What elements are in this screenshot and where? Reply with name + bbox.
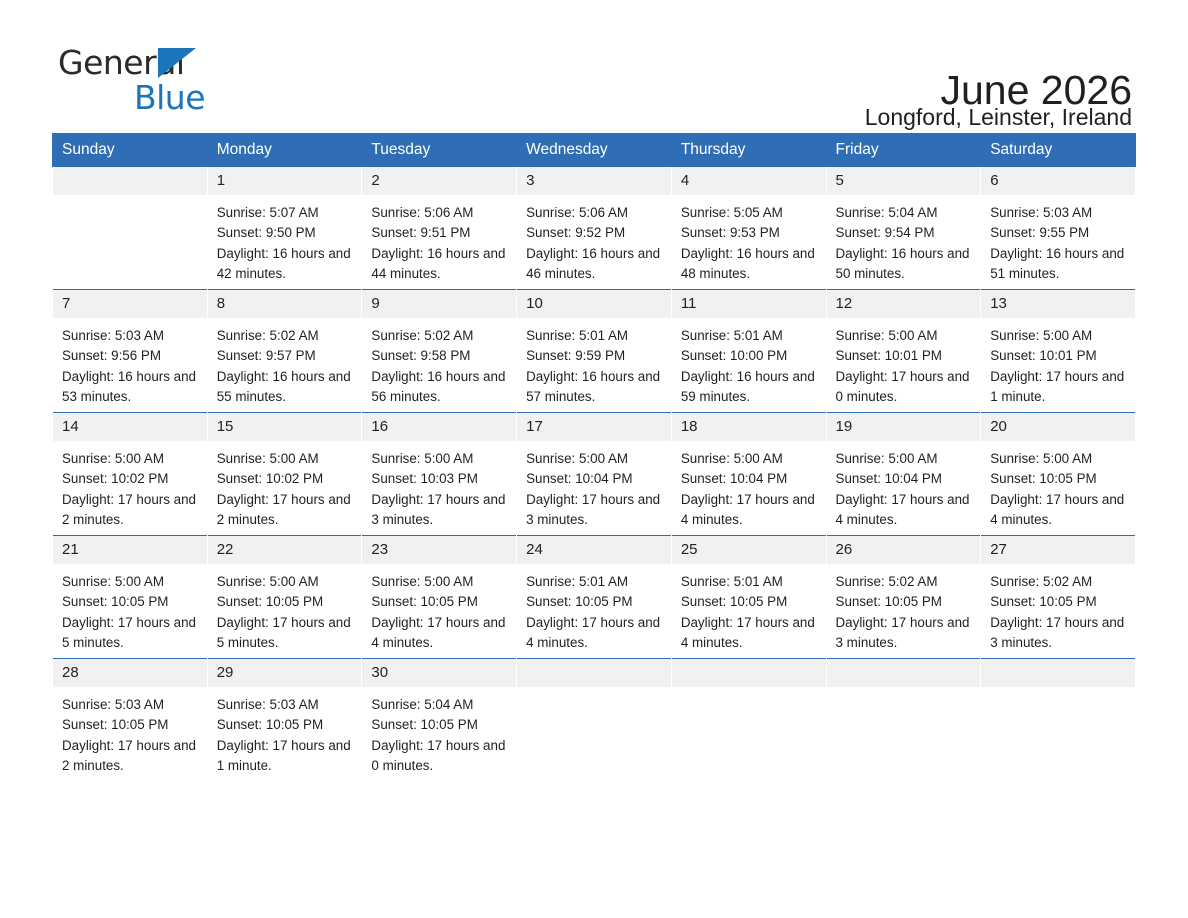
- sunrise-text: Sunrise: 5:00 AM: [835, 328, 938, 343]
- sunrise-text: Sunrise: 5:00 AM: [680, 451, 783, 466]
- day-number: [672, 659, 826, 687]
- calendar-empty-cell: [826, 659, 981, 782]
- day-details: [672, 318, 826, 408]
- day-number: 16: [362, 413, 516, 441]
- day-number: [53, 167, 207, 195]
- daylight-text: Daylight: 16 hours and 42 minutes.: [216, 245, 351, 282]
- daylight-text: Daylight: 17 hours and 3 minutes.: [526, 491, 661, 528]
- calendar-day-cell[interactable]: [517, 167, 672, 290]
- sunrise-text: Sunrise: 5:00 AM: [835, 451, 938, 466]
- calendar-day-cell[interactable]: [826, 536, 981, 659]
- sunrise-text: Sunrise: 5:00 AM: [371, 451, 474, 466]
- sunrise-text: Sunrise: 5:04 AM: [371, 697, 474, 712]
- day-details: [981, 441, 1135, 531]
- sunset-text: Sunset: 10:05 PM: [62, 594, 169, 610]
- calendar-day-cell[interactable]: [826, 290, 981, 413]
- daylight-text: Daylight: 17 hours and 4 minutes.: [526, 614, 661, 651]
- day-number: 7: [53, 290, 207, 318]
- daylight-text: Daylight: 17 hours and 4 minutes.: [835, 491, 970, 528]
- day-details: [672, 564, 826, 654]
- day-number: 22: [208, 536, 362, 564]
- sunset-text: Sunset: 9:53 PM: [680, 225, 780, 241]
- sunset-text: Sunset: 10:01 PM: [990, 348, 1097, 364]
- sunrise-text: Sunrise: 5:02 AM: [216, 328, 319, 343]
- daylight-text: Daylight: 17 hours and 3 minutes.: [990, 614, 1125, 651]
- calendar-day-cell[interactable]: [53, 290, 208, 413]
- calendar-week-row: [53, 167, 1136, 290]
- daylight-text: Daylight: 16 hours and 53 minutes.: [62, 368, 196, 405]
- day-number: 30: [362, 659, 516, 687]
- day-details: [53, 687, 207, 777]
- weekday-header-saturday: Saturday: [981, 134, 1136, 167]
- calendar-week-row: [53, 290, 1136, 413]
- calendar-body: [53, 167, 1136, 782]
- calendar-empty-cell: [671, 659, 826, 782]
- sunset-text: Sunset: 10:05 PM: [680, 594, 788, 610]
- daylight-text: Daylight: 17 hours and 4 minutes.: [680, 491, 815, 528]
- daylight-text: Daylight: 16 hours and 59 minutes.: [680, 368, 815, 405]
- day-details: [827, 195, 981, 285]
- day-number: 2: [362, 167, 516, 195]
- sunset-text: Sunset: 10:05 PM: [62, 717, 169, 733]
- sunset-text: Sunset: 10:05 PM: [990, 594, 1097, 610]
- sunrise-text: Sunrise: 5:05 AM: [680, 205, 783, 220]
- sunset-text: Sunset: 10:02 PM: [62, 471, 169, 487]
- sunset-text: Sunset: 10:05 PM: [371, 594, 478, 610]
- calendar-day-cell[interactable]: [981, 536, 1136, 659]
- day-number: 10: [517, 290, 671, 318]
- sunrise-text: Sunrise: 5:03 AM: [62, 328, 164, 343]
- logo-text-general: General: [58, 43, 185, 82]
- day-number: 12: [827, 290, 981, 318]
- sunset-text: Sunset: 10:03 PM: [371, 471, 478, 487]
- weekday-header-row: [53, 134, 1136, 167]
- sunset-text: Sunset: 10:05 PM: [216, 717, 324, 733]
- calendar-day-cell[interactable]: [826, 413, 981, 536]
- day-number: 20: [981, 413, 1135, 441]
- day-number: 3: [517, 167, 671, 195]
- daylight-text: Daylight: 16 hours and 50 minutes.: [835, 245, 970, 282]
- day-details: [672, 441, 826, 531]
- daylight-text: Daylight: 17 hours and 5 minutes.: [62, 614, 196, 651]
- daylight-text: Daylight: 17 hours and 2 minutes.: [216, 491, 351, 528]
- page-header: [52, 0, 1136, 130]
- day-number: [517, 659, 671, 687]
- day-number: 1: [208, 167, 362, 195]
- sunrise-text: Sunrise: 5:06 AM: [526, 205, 629, 220]
- sunset-text: Sunset: 10:01 PM: [835, 348, 942, 364]
- calendar-day-cell[interactable]: [362, 659, 517, 782]
- sunrise-text: Sunrise: 5:00 AM: [990, 328, 1093, 343]
- sunset-text: Sunset: 9:55 PM: [990, 225, 1090, 241]
- location-subtitle: Longford, Leinster, Ireland: [864, 104, 1132, 130]
- day-number: 25: [672, 536, 826, 564]
- calendar-day-cell[interactable]: [981, 290, 1136, 413]
- day-details: [362, 318, 516, 408]
- day-number: 17: [517, 413, 671, 441]
- sunset-text: Sunset: 10:04 PM: [835, 471, 942, 487]
- day-number: 18: [672, 413, 826, 441]
- daylight-text: Daylight: 17 hours and 2 minutes.: [62, 491, 196, 528]
- day-number: [981, 659, 1135, 687]
- daylight-text: Daylight: 17 hours and 5 minutes.: [216, 614, 351, 651]
- page-title: June 2026: [940, 67, 1132, 114]
- day-details: [981, 318, 1135, 408]
- logo-text-blue: Blue: [134, 78, 206, 117]
- sunrise-text: Sunrise: 5:07 AM: [216, 205, 319, 220]
- sunrise-text: Sunrise: 5:00 AM: [990, 451, 1093, 466]
- day-details: [362, 687, 516, 777]
- daylight-text: Daylight: 17 hours and 4 minutes.: [680, 614, 815, 651]
- sunset-text: Sunset: 10:05 PM: [835, 594, 942, 610]
- sunset-text: Sunset: 10:05 PM: [371, 717, 478, 733]
- sunset-text: Sunset: 9:57 PM: [216, 348, 316, 364]
- calendar-day-cell[interactable]: [517, 413, 672, 536]
- weekday-header-sunday: Sunday: [53, 134, 208, 167]
- day-details: [362, 441, 516, 531]
- day-number: 27: [981, 536, 1135, 564]
- day-number: 24: [517, 536, 671, 564]
- sunset-text: Sunset: 10:00 PM: [680, 348, 788, 364]
- calendar-day-cell[interactable]: [517, 536, 672, 659]
- calendar-day-cell[interactable]: [207, 167, 362, 290]
- calendar-week-row: [53, 536, 1136, 659]
- weekday-header-thursday: Thursday: [671, 134, 826, 167]
- daylight-text: Daylight: 16 hours and 51 minutes.: [990, 245, 1125, 282]
- day-number: 4: [672, 167, 826, 195]
- day-details: [517, 441, 671, 531]
- sunset-text: Sunset: 10:05 PM: [216, 594, 324, 610]
- sunrise-text: Sunrise: 5:04 AM: [835, 205, 938, 220]
- calendar-day-cell[interactable]: [671, 536, 826, 659]
- daylight-text: Daylight: 17 hours and 4 minutes.: [371, 614, 506, 651]
- daylight-text: Daylight: 17 hours and 0 minutes.: [835, 368, 970, 405]
- day-details: [362, 564, 516, 654]
- sunrise-text: Sunrise: 5:03 AM: [62, 697, 164, 712]
- day-number: 11: [672, 290, 826, 318]
- calendar-empty-cell: [53, 167, 208, 290]
- day-number: [827, 659, 981, 687]
- calendar-empty-cell: [517, 659, 672, 782]
- daylight-text: Daylight: 17 hours and 1 minute.: [216, 737, 351, 774]
- sunrise-text: Sunrise: 5:06 AM: [371, 205, 474, 220]
- sunrise-text: Sunrise: 5:01 AM: [680, 328, 783, 343]
- sunrise-text: Sunrise: 5:00 AM: [216, 451, 319, 466]
- daylight-text: Daylight: 17 hours and 1 minute.: [990, 368, 1125, 405]
- calendar-day-cell[interactable]: [671, 167, 826, 290]
- day-details: [208, 318, 362, 408]
- generalblue-logo: [58, 43, 206, 117]
- calendar-day-cell[interactable]: [207, 536, 362, 659]
- day-number: 13: [981, 290, 1135, 318]
- sunset-text: Sunset: 9:51 PM: [371, 225, 471, 241]
- day-number: 28: [53, 659, 207, 687]
- day-number: 29: [208, 659, 362, 687]
- day-details: [208, 687, 362, 777]
- day-details: [208, 441, 362, 531]
- sunrise-text: Sunrise: 5:01 AM: [680, 574, 783, 589]
- sunrise-text: Sunrise: 5:00 AM: [216, 574, 319, 589]
- logo-triangle-icon: [158, 48, 196, 78]
- day-details: [981, 195, 1135, 285]
- sunrise-text: Sunrise: 5:03 AM: [216, 697, 319, 712]
- calendar-empty-cell: [981, 659, 1136, 782]
- calendar-day-cell[interactable]: [207, 659, 362, 782]
- weekday-header-friday: Friday: [826, 134, 981, 167]
- calendar-day-cell[interactable]: [981, 413, 1136, 536]
- day-details: [672, 195, 826, 285]
- weekday-header-monday: Monday: [207, 134, 362, 167]
- calendar-day-cell[interactable]: [362, 536, 517, 659]
- sunrise-text: Sunrise: 5:00 AM: [62, 451, 164, 466]
- sunset-text: Sunset: 9:56 PM: [62, 348, 161, 364]
- calendar-day-cell[interactable]: [362, 413, 517, 536]
- day-details: [53, 441, 207, 531]
- calendar-week-row: [53, 413, 1136, 536]
- sunrise-text: Sunrise: 5:00 AM: [371, 574, 474, 589]
- calendar-day-cell[interactable]: [207, 413, 362, 536]
- day-number: 8: [208, 290, 362, 318]
- day-details: [517, 564, 671, 654]
- calendar-day-cell[interactable]: [362, 290, 517, 413]
- calendar-day-cell[interactable]: [671, 290, 826, 413]
- sunrise-text: Sunrise: 5:03 AM: [990, 205, 1093, 220]
- daylight-text: Daylight: 16 hours and 55 minutes.: [216, 368, 351, 405]
- daylight-text: Daylight: 17 hours and 2 minutes.: [62, 737, 196, 774]
- daylight-text: Daylight: 17 hours and 4 minutes.: [990, 491, 1125, 528]
- sunset-text: Sunset: 9:50 PM: [216, 225, 316, 241]
- calendar-day-cell[interactable]: [53, 536, 208, 659]
- day-number: 15: [208, 413, 362, 441]
- day-details: [517, 195, 671, 285]
- weekday-header-wednesday: Wednesday: [517, 134, 672, 167]
- daylight-text: Daylight: 16 hours and 44 minutes.: [371, 245, 506, 282]
- day-number: 6: [981, 167, 1135, 195]
- sunset-text: Sunset: 9:52 PM: [526, 225, 626, 241]
- sunset-text: Sunset: 9:54 PM: [835, 225, 935, 241]
- calendar-day-cell[interactable]: [671, 413, 826, 536]
- sunrise-text: Sunrise: 5:01 AM: [526, 574, 629, 589]
- sunset-text: Sunset: 10:05 PM: [526, 594, 633, 610]
- day-details: [827, 564, 981, 654]
- daylight-text: Daylight: 16 hours and 48 minutes.: [680, 245, 815, 282]
- sunrise-text: Sunrise: 5:00 AM: [526, 451, 629, 466]
- day-number: 5: [827, 167, 981, 195]
- day-number: 23: [362, 536, 516, 564]
- calendar-day-cell[interactable]: [362, 167, 517, 290]
- daylight-text: Daylight: 17 hours and 3 minutes.: [371, 491, 506, 528]
- day-details: [362, 195, 516, 285]
- sunrise-text: Sunrise: 5:02 AM: [835, 574, 938, 589]
- day-details: [827, 441, 981, 531]
- daylight-text: Daylight: 16 hours and 46 minutes.: [526, 245, 661, 282]
- sunrise-text: Sunrise: 5:02 AM: [371, 328, 474, 343]
- sunset-text: Sunset: 10:02 PM: [216, 471, 324, 487]
- daylight-text: Daylight: 16 hours and 57 minutes.: [526, 368, 661, 405]
- calendar-week-row: [53, 659, 1136, 782]
- daylight-text: Daylight: 16 hours and 56 minutes.: [371, 368, 506, 405]
- day-details: [827, 318, 981, 408]
- day-details: [208, 564, 362, 654]
- day-number: 9: [362, 290, 516, 318]
- sunset-text: Sunset: 10:04 PM: [526, 471, 633, 487]
- month-calendar: [52, 133, 1136, 781]
- calendar-day-cell[interactable]: [53, 659, 208, 782]
- sunrise-text: Sunrise: 5:00 AM: [62, 574, 164, 589]
- calendar-day-cell[interactable]: [826, 167, 981, 290]
- daylight-text: Daylight: 17 hours and 0 minutes.: [371, 737, 506, 774]
- calendar-day-cell[interactable]: [517, 290, 672, 413]
- sunrise-text: Sunrise: 5:01 AM: [526, 328, 629, 343]
- day-details: [208, 195, 362, 285]
- day-number: 14: [53, 413, 207, 441]
- day-details: [981, 564, 1135, 654]
- weekday-header-tuesday: Tuesday: [362, 134, 517, 167]
- sunrise-text: Sunrise: 5:02 AM: [990, 574, 1093, 589]
- sunset-text: Sunset: 10:05 PM: [990, 471, 1097, 487]
- day-number: 19: [827, 413, 981, 441]
- day-number: 21: [53, 536, 207, 564]
- day-details: [53, 564, 207, 654]
- day-details: [53, 318, 207, 408]
- daylight-text: Daylight: 17 hours and 3 minutes.: [835, 614, 970, 651]
- sunset-text: Sunset: 10:04 PM: [680, 471, 788, 487]
- sunset-text: Sunset: 9:59 PM: [526, 348, 626, 364]
- day-number: 26: [827, 536, 981, 564]
- calendar-day-cell[interactable]: [207, 290, 362, 413]
- sunset-text: Sunset: 9:58 PM: [371, 348, 471, 364]
- calendar-day-cell[interactable]: [981, 167, 1136, 290]
- day-details: [517, 318, 671, 408]
- calendar-day-cell[interactable]: [53, 413, 208, 536]
